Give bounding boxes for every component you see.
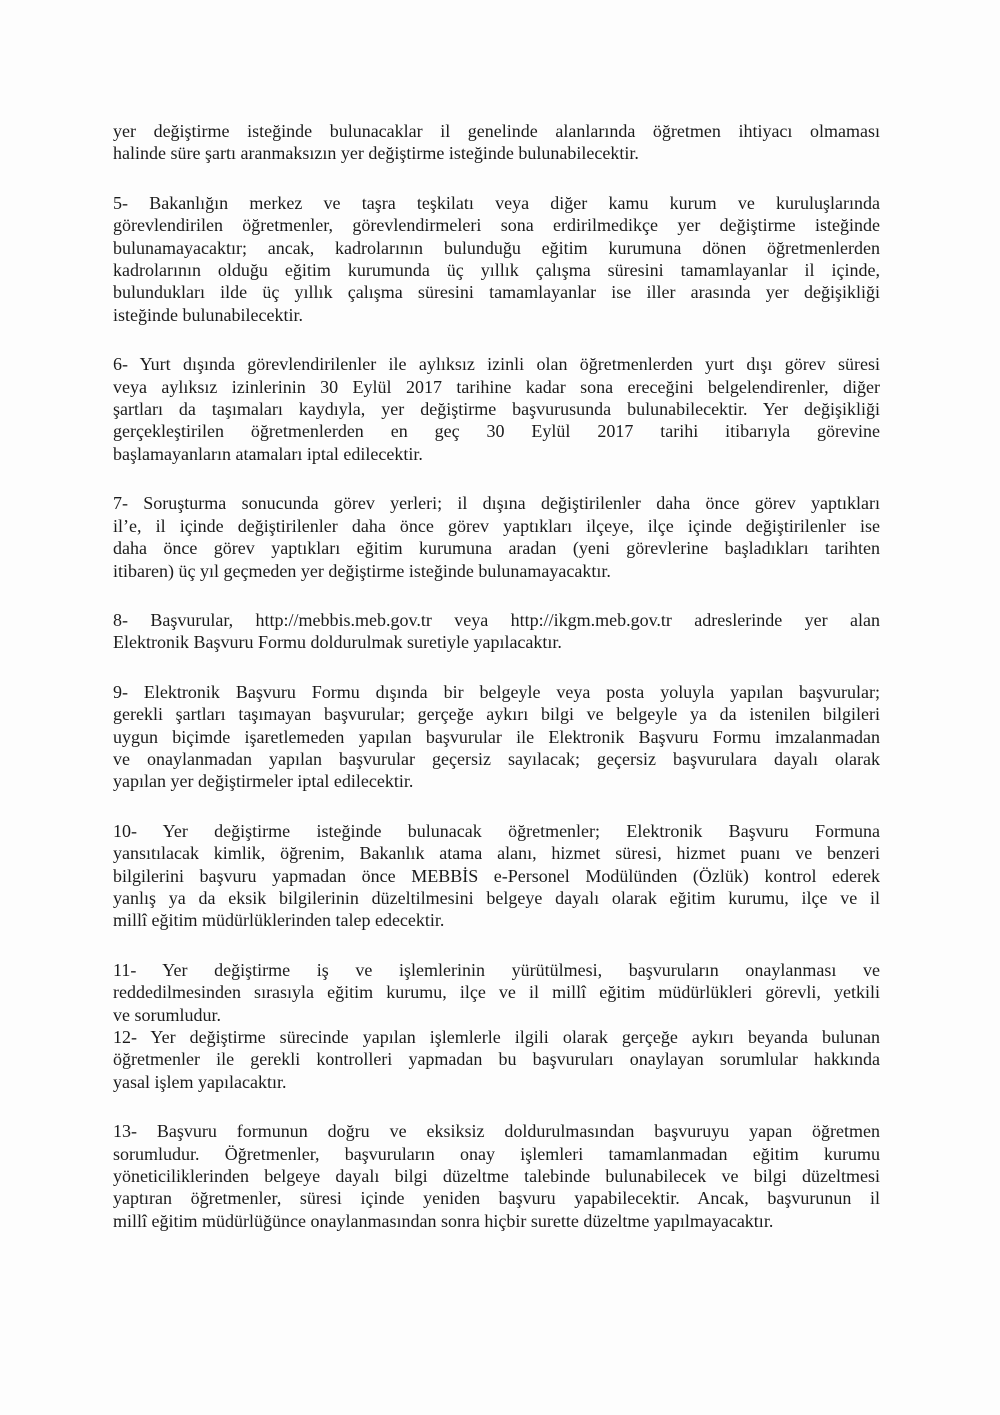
- text-line: yanlış ya da eksik bilgilerinin düzeltilmesini belgeye dayalı olarak eğitim kurumu, ilçe ve il: [113, 887, 880, 908]
- text-line: bulundukları ilde üç yıllık çalışma süresini tamamlayanlar ise iller arasında yer değişikliği: [113, 282, 880, 303]
- text-line: isteğinde bulunabilecektir.: [113, 304, 303, 325]
- text-line: 7- Soruşturma sonucunda görev yerleri; il dışına değiştirilenler daha önce görev yaptıkları: [113, 493, 880, 514]
- text-line: uygun biçimde işaretlemeden yapılan başvurular ile Elektronik Başvuru Formu imzalanmadan: [113, 726, 880, 747]
- text-line: yansıtılacak kimlik, öğrenim, Bakanlık atama alanı, hizmet süresi, hizmet puanı ve benzeri: [113, 843, 880, 864]
- text-line: yaptıran öğretmenler, süresi içinde yeniden başvuru yapabilecektir. Ancak, başvurunun il: [113, 1188, 880, 1209]
- text-line: 13- Başvuru formunun doğru ve eksiksiz doldurulmasından başvuruyu yapan öğretmen: [113, 1121, 880, 1142]
- text-line: ve sorumludur.: [113, 1004, 221, 1025]
- text-line: il’e, il içinde değiştirilenler daha önce görev yaptıkları ilçeye, ilçe içinde değiştirilenler ise: [113, 515, 880, 536]
- paragraph-item-5: [113, 192, 880, 326]
- text-line: 11- Yer değiştirme iş ve işlemlerinin yürütülmesi, başvuruların onaylanması ve: [113, 959, 880, 980]
- text-line: 10- Yer değiştirme isteğinde bulunacak öğretmenler; Elektronik Başvuru Formuna: [113, 820, 880, 841]
- text-line: bilgilerini başvuru yapmadan önce MEBBİS e-Personel Modülünden (Özlük) kontrol ederek: [113, 865, 880, 886]
- text-line: bulunamayacaktır; ancak, kadrolarının bulunduğu eğitim kurumuna dönen öğretmenlerden: [113, 237, 880, 258]
- text-line: 9- Elektronik Başvuru Formu dışında bir belgeyle veya posta yoluyla yapılan başvurular;: [113, 681, 880, 702]
- text-line: kadrolarının olduğu eğitim kurumunda üç yıllık çalışma süresini tamamlayanlar il içinde,: [113, 260, 880, 281]
- paragraph-item-13: [113, 1120, 880, 1232]
- paragraph-item-10: [113, 820, 880, 932]
- text-line: reddedilmesinden sırasıyla eğitim kurumu, ilçe ve il millî eğitim müdürlükleri görevli, yetkili: [113, 982, 880, 1003]
- paragraph-intro-continued: [113, 120, 880, 165]
- text-line: gerekli şartları taşımayan başvurular; gerçeğe aykırı bilgi ve belgeyle ya da istenilen bilgileri: [113, 704, 880, 725]
- paragraph-item-11: [113, 959, 880, 1026]
- text-line: şartları da taşımaları kaydıyla, yer değiştirme başvurusunda bulunabilecektir. Yer değişikliği: [113, 399, 880, 420]
- text-line: Elektronik Başvuru Formu doldurulmak suretiyle yapılacaktır.: [113, 632, 562, 653]
- text-line: millî eğitim müdürlüklerinden talep edecektir.: [113, 910, 445, 931]
- text-line: halinde süre şartı aranmaksızın yer değiştirme isteğinde bulunabilecektir.: [113, 143, 639, 164]
- text-line: gerçekleştirilen öğretmenlerden en geç 30 Eylül 2017 tarihi itibarıyla görevine: [113, 421, 880, 442]
- text-line: millî eğitim müdürlüğünce onaylanmasından sonra hiçbir surette düzeltme yapılmayacaktır.: [113, 1210, 774, 1231]
- text-line: öğretmenler ile gerekli kontrolleri yapmadan bu başvuruları onaylayan sorumlular hakkında: [113, 1049, 880, 1070]
- text-line: yasal işlem yapılacaktır.: [113, 1071, 287, 1092]
- text-line: başlamayanların atamaları iptal edilecektir.: [113, 443, 423, 464]
- paragraph-item-9: [113, 681, 880, 793]
- paragraph-item-7: [113, 492, 880, 582]
- text-line: görevlendirilen öğretmenler, görevlendirmeleri sona erdirilmedikçe yer değiştirme isteğinde: [113, 215, 880, 236]
- text-line: itibaren) üç yıl geçmeden yer değiştirme isteğinde bulunamayacaktır.: [113, 560, 611, 581]
- text-line: yapılan yer değiştirmeler iptal edilecektir.: [113, 771, 414, 792]
- text-line: ve onaylanmadan yapılan başvurular geçersiz sayılacak; geçersiz başvurulara dayalı olarak: [113, 748, 880, 769]
- text-line: sorumludur. Öğretmenler, başvuruların onay işlemleri tamamlanmadan eğitim kurumu: [113, 1143, 880, 1164]
- text-line: 6- Yurt dışında görevlendirilenler ile aylıksız izinli olan öğretmenlerden yurt dışı görev süresi: [113, 354, 880, 375]
- text-line: 8- Başvurular, http://mebbis.meb.gov.tr veya http://ikgm.meb.gov.tr adreslerinde yer alan: [113, 609, 880, 630]
- text-line: daha önce görev yaptıkları eğitim kurumuna aradan (yeni görevlerine başladıkları tarihten: [113, 538, 880, 559]
- text-line: veya aylıksız izinlerinin 30 Eylül 2017 tarihine kadar sona ereceğini belgelendirenler, diğer: [113, 376, 880, 397]
- paragraph-item-12: [113, 1026, 880, 1093]
- text-block: [113, 120, 880, 1232]
- paragraph-item-8: [113, 609, 880, 654]
- paragraph-item-6: [113, 353, 880, 465]
- text-line: yöneticiliklerinden belgeye dayalı bilgi düzeltme talebinde bulunabilecek ve bilgi düzeltmesi: [113, 1166, 880, 1187]
- text-line: 5- Bakanlığın merkez ve taşra teşkilatı veya diğer kamu kurum ve kuruluşlarında: [113, 192, 880, 213]
- text-line: 12- Yer değiştirme sürecinde yapılan işlemlerle ilgili olarak gerçeğe aykırı beyanda bulunan: [113, 1027, 880, 1047]
- text-line: yer değiştirme isteğinde bulunacaklar il genelinde alanlarında öğretmen ihtiyacı olmaması: [113, 121, 880, 141]
